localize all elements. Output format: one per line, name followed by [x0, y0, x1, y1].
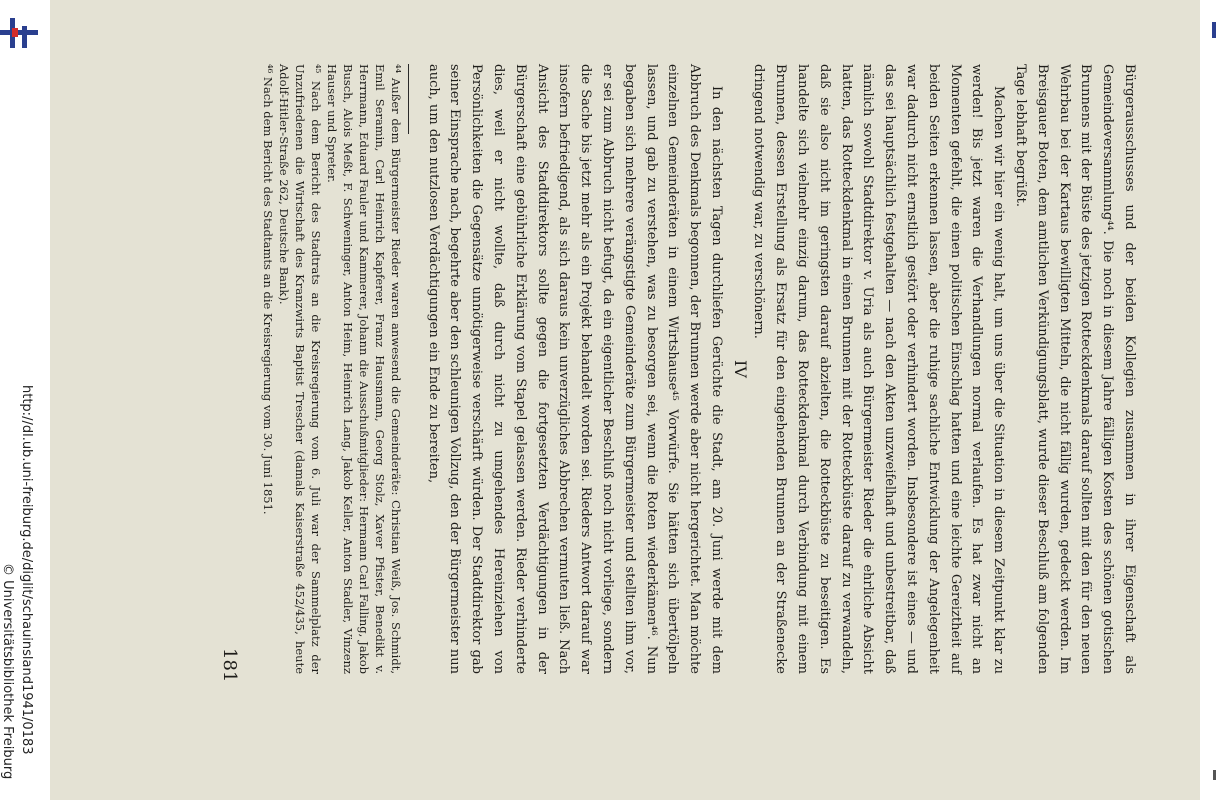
text-column-top [748, 64, 1140, 674]
paragraph-2: Machen wir hier ein wenig halt, um uns über die Situation in diesem Zeitpunkt klar zu werden! Bis jetzt waren die Verhandlungen normal verlaufen. Es hat zwar nicht an Momenten gefehlt, die einen politischen Einschlag hatten und eine leichte Gereiztheit auf beiden Seiten erkennen lassen, aber die ruhige sachliche Entwicklung der Angelegenheit war dadurch nicht ernstlich gestört oder verhindert worden. Insbesondere ist eines — und das sei hauptsächlich festgehalten — nach den Akten unzweifelhaft und unbestreitbar, daß nämlich sowohl Stadtdirektor v. Uria als auch Bürgermeister Rieder die ehrliche Absicht hatten, das Rotteckdenkmal in einen Brunnen mit der Rotteckbüste darauf zu verwandeln, daß sie also nicht im geringsten darauf abzielten, die Rotteckbüste zu beseitigen. Es handelte sich vielmehr einzig darum, das Rotteckdenkmal durch Verbindung mit einem Brunnen, dessen Erstellung als Ersatz für den eingehenden Brunnen an der Straßenecke dringend notwendig war, zu verschönern. [751, 64, 1007, 674]
library-logo-icon [0, 18, 40, 48]
footnote-44: ⁴⁴ Außer dem Bürgermeister Rieder waren anwesend die Gemeinderäte: Christian Weiß, Jos. Schmidt, Emil Seramin, Carl Heinrich Kapferer, Franz Hausmann, Georg Stolz, Xaver Pfister, Benedikt v. Herrmann, Eduard Fauler und Kammerer, Johann die Ausschußmitglieder: Hermann Carl Falling, Jakob Busch, Alois Meßt, F. Schweninger, Anton Heim, Heinrich Lang, Jakob Keller, Anton Stadler, Vinzenz Hauser und Spreter. [325, 64, 403, 674]
section-numeral: IV [731, 360, 750, 378]
footnote-46: ⁴⁶ Nach dem Bericht des Stadtamts an die Kreisregierung vom 30. Juni 1851. [261, 64, 275, 515]
viewer-right-edge [1200, 0, 1224, 800]
source-url: http://dl.ub.uni-freiburg.de/diglit/schauinsland1941/0183 [19, 385, 34, 755]
copyright-notice: © Universitätsbibliothek Freiburg [0, 563, 15, 780]
scroll-marker[interactable] [1212, 22, 1216, 38]
page-number: 181 [219, 648, 240, 683]
viewer-margin [0, 0, 50, 800]
scanned-page [50, 0, 1200, 800]
scroll-marker-bottom[interactable] [1213, 770, 1216, 780]
paragraph-3: In den nächsten Tagen durchliefen Gerüchte die Stadt, am 20. Juni werde mit dem Abbruch des Denkmals begonnen, der Brunnen werde aber nicht hergerichtet. Man möchte einzelnen Gemeinderäten in einem Wirtshause⁴⁵ Vorwürfe. Sie hätten sich übertölpeln lassen, und gab zu verstehen, was zu besorgen sei, wenn die Roten wiederkämen⁴⁶. Nun begaben sich mehrere verängstigte Gemeinderäte zum Bürgermeister und stellten ihm vor, er sei zum Abbruch nicht befugt, da ein eigentlicher Beschluß noch nicht vorliege, sondern die Sache bis jetzt mehr als ein Projekt behandelt worden sei. Rieders Antwort darauf war insofern befriedigend, als sich daraus kein unverzügliches Abbrechen vermuten ließ. Nach Ansicht des Stadtdirektors sollte gegen die fortgesetzten Verdächtigungen in der Bürgerschaft eine gebührliche Erklärung vom Stapel gelassen werden. Rieder verhinderte dies, weil er nicht wollte, daß durch nicht zu umgehendes Hereinziehen von Persönlichkeiten die Gegensätze unnötigerweise verschärft würden. Der Stadtdirektor gab seiner Einsprache nach, begehrte aber den schleunigen Vollzug, den der Bürgermeister nun auch, um den nutzlosen Verdächtigungen ein Ende zu bereiten, [425, 64, 724, 674]
page-text-block [50, 0, 1200, 800]
footnote-divider [408, 64, 409, 134]
paragraph-1: Bürgerausschusses und der beiden Kollegien zusammen in ihrer Eigenschaft als Gemeindeversammlung⁴⁴. Die noch in diesem Jahre fälligen Kosten des schönen gotischen Brunnens mit der Büste des jetzigen Rotteckdenkmals darauf sollten mit den für den neuen Wehrbau bei der Kartaus bewilligten Mitteln, die nicht fällig wurden, gedeckt werden. Im Breisgauer Boten, dem amtlichen Verkündigungsblatt, wurde dieser Beschluß am folgenden Tage lebhaft begrüßt. [1013, 64, 1137, 674]
footnotes [260, 64, 404, 674]
text-column-middle [422, 64, 727, 674]
footnote-45: ⁴⁵ Nach dem Bericht des Stadtrats an die Kreisregierung vom 6. Juli war der Sammelplatz der Unzufriedenen die Wirtschaft des Kranzwirts Baptist Trescher (damals Kaiserstraße 452/435, heute Adolf-Hitler-Straße 262, Deutsche Bank). [277, 64, 323, 674]
